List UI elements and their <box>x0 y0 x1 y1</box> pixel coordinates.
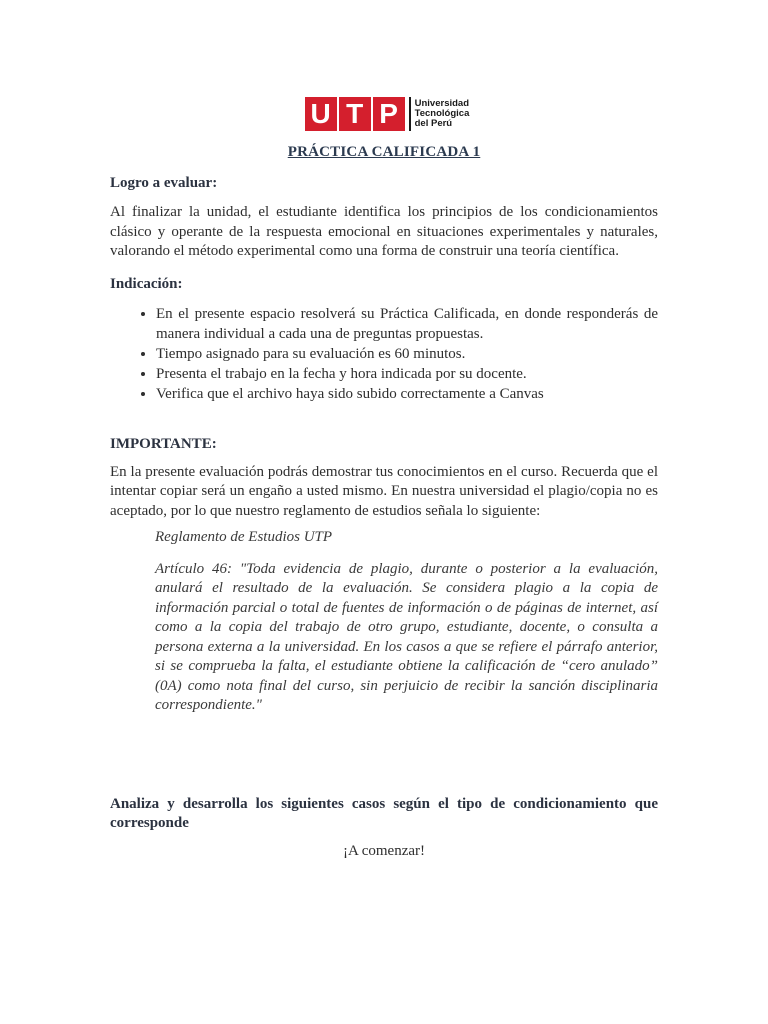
indicacion-item-3: • Presenta el trabajo en la fecha y hora indicada por su docente. <box>156 364 658 384</box>
logo-letter-p: P <box>373 97 405 131</box>
quote-title: Reglamento de Estudios UTP <box>155 529 333 545</box>
indicacion-list <box>110 304 658 404</box>
utp-logo-mark <box>305 97 470 131</box>
logo-text-line-2: Tecnológica <box>414 108 470 119</box>
quote-body: Artículo 46: "Toda evidencia de plagio, durante o posterior a la evaluación, anulará el resultado de la evaluación. Se considera plagio a la copia de información parcial o total de fuentes de información o de páginas de internet, así como a la copia del trabajo de otro grupo, estudiante, docente, o consulta a persona externa a la universidad. En los casos a que se refiere el párrafo anterior, si se comprueba la falta, el estudiante obtiene la calificación de “cero anulado” (0A) como nota final del curso, sin perjuicio de recibir la sanción disciplinaria correspondiente." <box>155 560 658 713</box>
document-title: PRÁCTICA CALIFICADA 1 <box>287 144 481 160</box>
document-page <box>110 96 658 860</box>
importante-heading: IMPORTANTE: <box>110 435 217 452</box>
indicacion-item-4: • Verifica que el archivo haya sido subido correctamente a Canvas <box>156 384 658 404</box>
indicacion-heading: Indicación: <box>110 275 183 292</box>
instruction-text: Analiza y desarrolla los siguientes casos según el tipo de condicionamiento que corresponde <box>110 795 658 831</box>
utp-logo <box>116 96 658 132</box>
logo-letter-u: U <box>305 97 337 131</box>
importante-text: En la presente evaluación podrás demostrar tus conocimientos en el curso. Recuerda que el intentar copiar será un engaño a usted mismo. En nuestra universidad el plagio/copia no es aceptado, por lo que nuestro reglamento de estudios señala lo siguiente: <box>110 463 658 519</box>
indicacion-item-2: • Tiempo asignado para su evaluación es 60 minutos. <box>156 344 658 364</box>
logo-divider <box>409 97 411 131</box>
logo-text-line-1: Universidad <box>414 98 470 109</box>
logro-heading: Logro a evaluar: <box>110 175 218 191</box>
logo-text <box>415 99 470 129</box>
logo-text-line-3: del Perú <box>414 118 453 129</box>
start-text: ¡A comenzar! <box>342 842 426 859</box>
logro-text: Al finalizar la unidad, el estudiante identifica los principios de los condicionamientos clásico y operante de la respuesta emocional en situaciones experimentales y naturales, valorando el método experimental como una forma de construir una teoría científica. <box>110 204 658 259</box>
indicacion-item-1: • En el presente espacio resolverá su Práctica Calificada, en donde responderás de manera individual a cada una de preguntas propuestas. <box>156 304 658 344</box>
logo-letter-t: T <box>339 97 371 131</box>
